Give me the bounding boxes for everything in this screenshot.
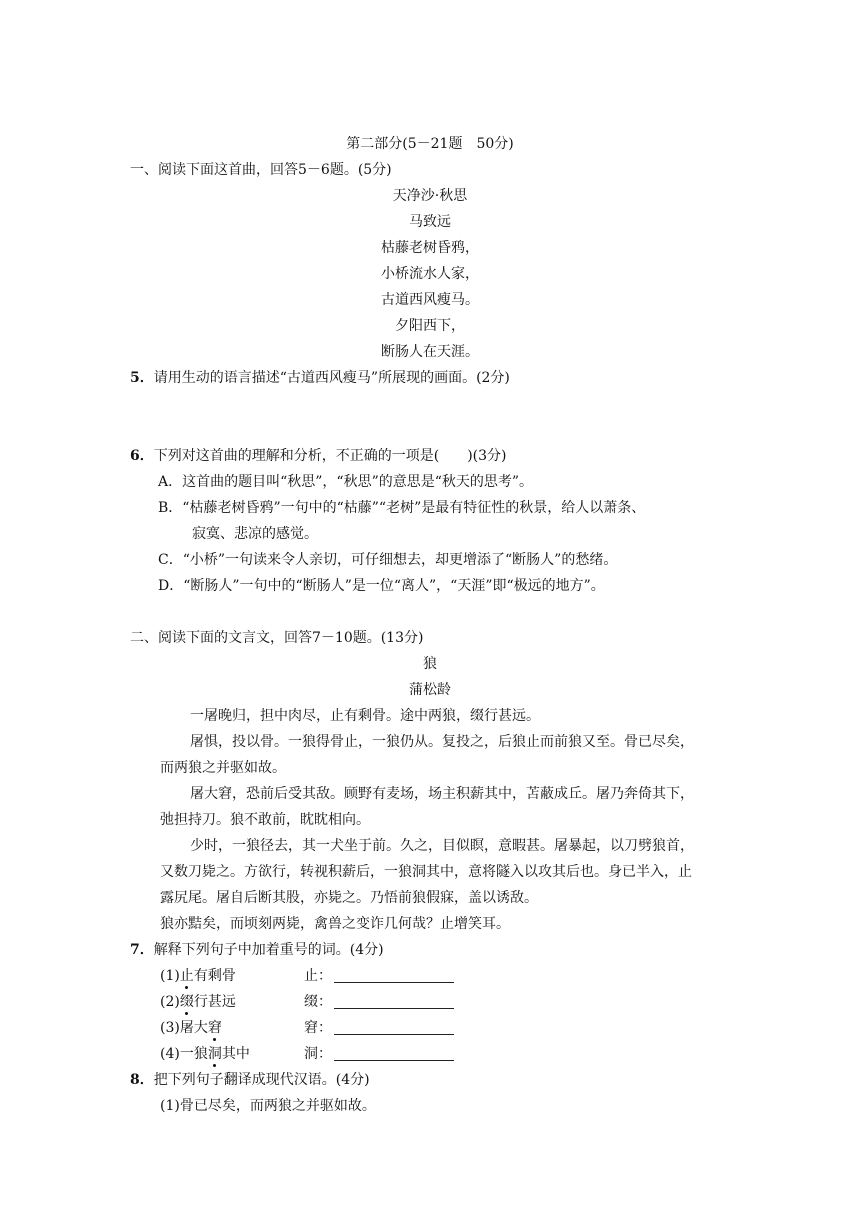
question-text: 解释下列句子中加着重号的词。(4分) xyxy=(153,942,384,958)
poem-line: 夕阳西下， xyxy=(395,318,465,334)
q7-item-2: (2)缀行甚远 xyxy=(160,994,236,1010)
q7-answer-1: 止： xyxy=(304,966,454,986)
question-8 xyxy=(130,1070,370,1090)
q8-item-1: (1)骨已尽矣，而两狼之并驱如故。 xyxy=(160,1098,376,1114)
question-number: 5． xyxy=(130,370,154,386)
q7-answer-3: 窘： xyxy=(304,1018,454,1038)
answer-blank[interactable] xyxy=(334,1020,454,1035)
option-a: A．这首曲的题目叫“秋思”，“秋思”的意思是“秋天的思考”。 xyxy=(158,474,534,490)
emphasized-char: 止 xyxy=(179,968,194,984)
passage-line: 屠大窘，恐前后受其敌。顾野有麦场，场主积薪其中，苫蔽成丘。屠乃奔倚其下， xyxy=(190,786,694,802)
answer-blank[interactable] xyxy=(334,968,454,983)
passage-line: 狼亦黠矣，而顷刻两毙，禽兽之变诈几何哉？止增笑耳。 xyxy=(160,916,510,932)
passage-line: 屠惧，投以骨。一狼得骨止，一狼仍从。复投之，后狼止而前狼又至。骨已尽矣， xyxy=(190,734,694,750)
answer-blank[interactable] xyxy=(334,1046,454,1061)
section1-heading: 一、阅读下面这首曲，回答5－6题。(5分) xyxy=(130,162,392,178)
poem-line: 小桥流水人家， xyxy=(381,266,479,282)
answer-blank[interactable] xyxy=(334,994,454,1009)
emphasized-char: 洞 xyxy=(207,1046,222,1062)
emphasized-char: 窘 xyxy=(207,1020,222,1036)
emphasized-char: 缀 xyxy=(179,994,194,1010)
question-number: 6． xyxy=(130,448,154,464)
option-c: C．“小桥”一句读来令人亲切，可仔细想去，却更增添了“断肠人”的愁绪。 xyxy=(158,552,618,568)
poem-title: 天净沙·秋思 xyxy=(392,188,468,204)
question-5 xyxy=(130,368,510,388)
passage-line: 弛担持刀。狼不敢前，眈眈相向。 xyxy=(160,812,370,828)
question-text: 下列对这首曲的理解和分析，不正确的一项是( )(3分) xyxy=(153,448,507,464)
section2-heading: 二、阅读下面的文言文，回答7－10题。(13分) xyxy=(130,630,424,646)
passage-author: 蒲松龄 xyxy=(409,682,451,698)
question-number: 8． xyxy=(130,1072,154,1088)
option-d: D．“断肠人”一句中的“断肠人”是一位“离人”，“天涯”即“极远的地方”。 xyxy=(158,578,605,594)
q7-answer-4: 洞： xyxy=(304,1044,454,1064)
poem-line: 枯藤老树昏鸦， xyxy=(381,240,479,256)
passage-line: 而两狼之并驱如故。 xyxy=(160,760,286,776)
question-text: 把下列句子翻译成现代汉语。(4分) xyxy=(153,1072,370,1088)
passage-line: 又数刀毙之。方欲行，转视积薪后，一狼洞其中，意将隧入以攻其后也。身已半入，止 xyxy=(160,864,692,880)
poem-author: 马致远 xyxy=(409,214,451,230)
poem-line: 古道西风瘦马。 xyxy=(381,292,479,308)
question-text: 请用生动的语言描述“古道西风瘦马”所展现的画面。(2分) xyxy=(153,370,510,386)
q7-item-1: (1)止有剩骨 xyxy=(160,968,236,984)
q7-answer-2: 缀： xyxy=(304,992,454,1012)
q7-item-4: (4)一狼洞其中 xyxy=(160,1046,250,1062)
passage-line: 露尻尾。屠自后断其股，亦毙之。乃悟前狼假寐，盖以诱敌。 xyxy=(160,890,538,906)
passage-title: 狼 xyxy=(423,656,437,672)
poem-line: 断肠人在天涯。 xyxy=(381,344,479,360)
option-b: B．“枯藤老树昏鸦”一句中的“枯藤”“老树”是最有特征性的秋景，给人以萧条、 xyxy=(158,500,646,516)
question-7 xyxy=(130,940,384,960)
passage-line: 少时，一狼径去，其一犬坐于前。久之，目似瞑，意暇甚。屠暴起，以刀劈狼首， xyxy=(190,838,694,854)
question-6 xyxy=(130,446,507,466)
part-header: 第二部分(5－21题 50分) xyxy=(346,136,514,152)
q7-item-3: (3)屠大窘 xyxy=(160,1020,222,1036)
passage-line: 一屠晚归，担中肉尽，止有剩骨。途中两狼，缀行甚远。 xyxy=(190,708,540,724)
question-number: 7． xyxy=(130,942,154,958)
option-b-continued: 寂寞、悲凉的感觉。 xyxy=(192,526,318,542)
